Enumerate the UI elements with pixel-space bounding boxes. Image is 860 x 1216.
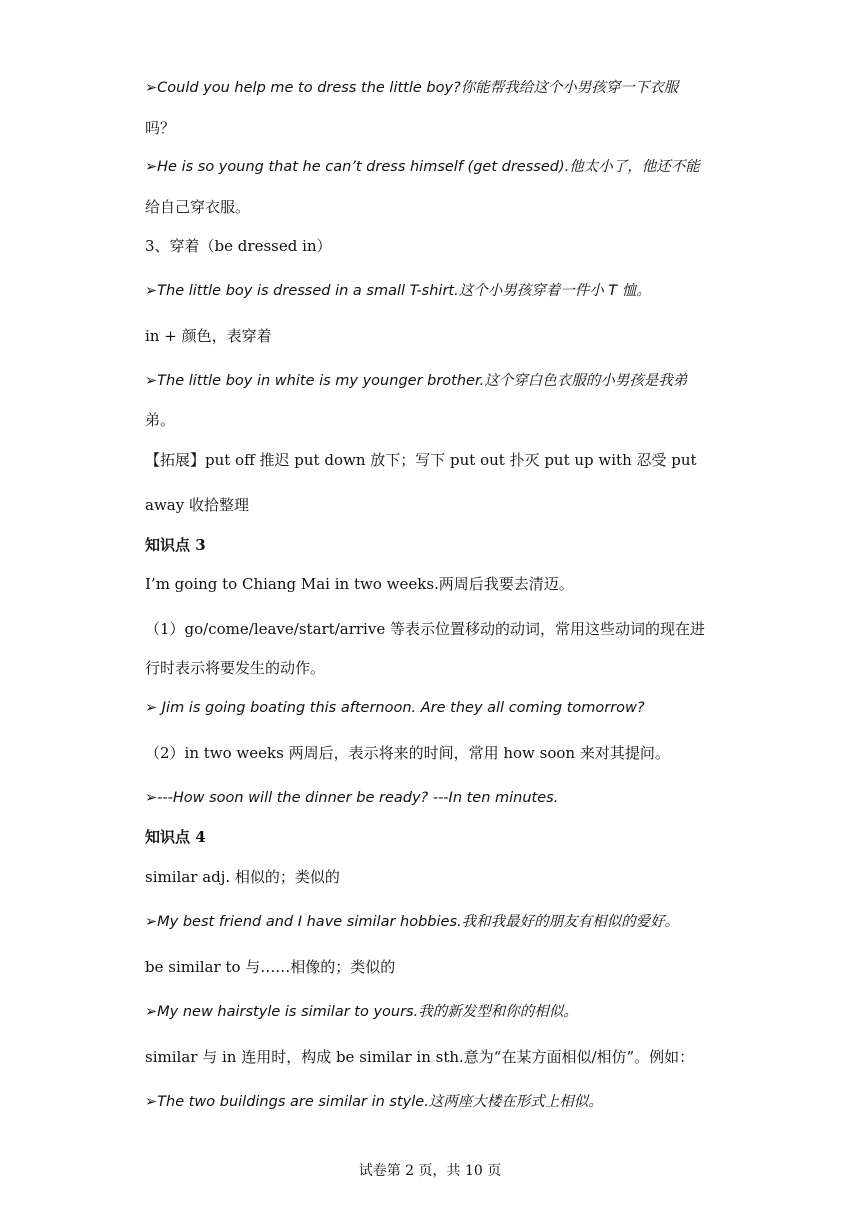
text-line: 行时表示将要发生的动作。 — [145, 659, 326, 677]
text-line: ➢My best friend and I have similar hobbies.我和我最好的朋友有相似的爱好。 — [145, 914, 680, 930]
text-line: 【拓展】put off 推迟 put down 放下；写下 put out 扑灭 put up with 忍受 put — [145, 451, 697, 469]
page-footer: 试卷第 2 页，共 10 页 — [358, 1163, 502, 1179]
text-line: be similar to 与……相像的；类似的 — [145, 958, 396, 976]
text-line: 给自己穿衣服。 — [145, 198, 251, 216]
text-line: similar adj. 相似的；类似的 — [145, 868, 340, 886]
text-line: （1）go/come/leave/start/arrive 等表示位置移动的动词，常用这些动词的现在进 — [145, 620, 705, 638]
text-line: ➢The little boy is dressed in a small T-shirt.这个小男孩穿着一件小 T 恤。 — [145, 283, 651, 299]
text-line: 3、穿着（be dressed in） — [145, 237, 332, 255]
text-line: 吗？ — [145, 119, 176, 137]
text-line: I’m going to Chiang Mai in two weeks.两周后我要去清迈。 — [145, 575, 574, 593]
text-line: ➢My new hairstyle is similar to yours.我的新发型和你的相似。 — [145, 1004, 578, 1020]
section-heading: 知识点 4 — [145, 828, 206, 846]
section-heading: 知识点 3 — [145, 536, 206, 554]
text-line: ➢He is so young that he can’t dress himself (get dressed).他太小了，他还不能 — [145, 159, 700, 175]
text-line: （2）in two weeks 两周后，表示将来的时间，常用 how soon 来对其提问。 — [145, 744, 670, 762]
text-line: 弟。 — [145, 411, 176, 429]
text-line: ➢ Jim is going boating this afternoon. Are they all coming tomorrow? — [145, 700, 645, 716]
text-line: ➢---How soon will the dinner be ready? ---In ten minutes. — [145, 790, 559, 806]
text-line: ➢The little boy in white is my younger brother.这个穿白色衣服的小男孩是我弟 — [145, 373, 688, 389]
text-line: similar 与 in 连用时，构成 be similar in sth.意为“在某方面相似/相仿”。例如： — [145, 1048, 695, 1066]
text-line: away 收拾整理 — [145, 496, 249, 514]
text-line: ➢Could you help me to dress the little boy?你能帮我给这个小男孩穿一下衣服 — [145, 80, 679, 96]
text-line: in + 颜色，表穿着 — [145, 327, 272, 345]
text-line: ➢The two buildings are similar in style.这两座大楼在形式上相似。 — [145, 1094, 603, 1110]
